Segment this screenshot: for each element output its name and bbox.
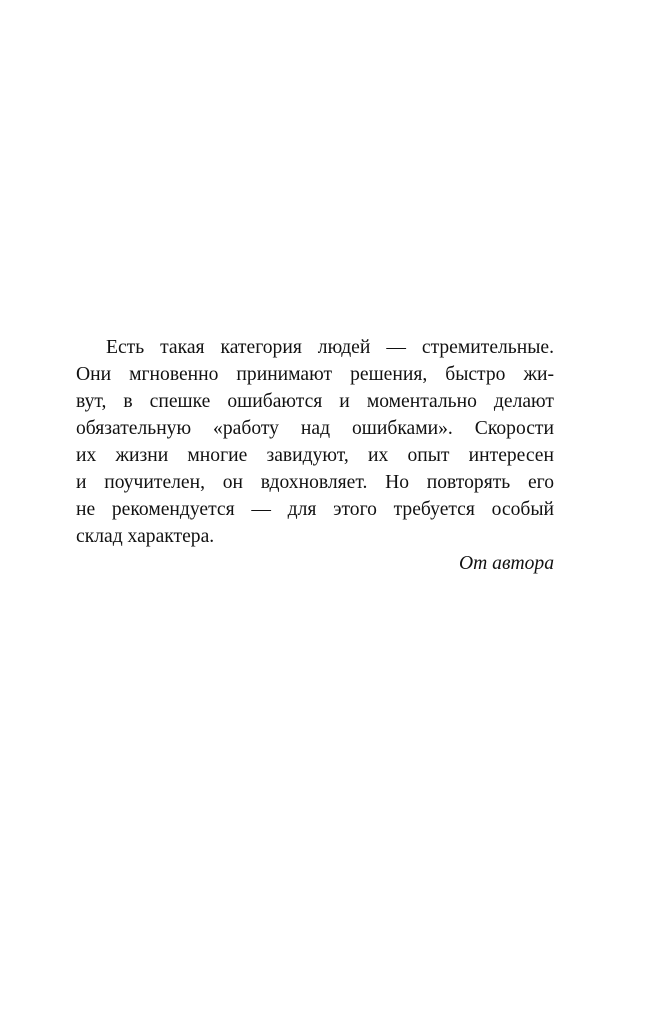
epigraph — [76, 334, 554, 577]
epigraph-line-5: их жизни многие завидуют, их опыт интересен — [76, 445, 554, 466]
epigraph-line-4: обязательную «работу над ошибками». Скорости — [76, 418, 554, 439]
epigraph-line-3: вут, в спешке ошибаются и моментально делают — [76, 391, 554, 412]
epigraph-line-1: Есть такая категория людей — стремительные. — [106, 337, 554, 358]
epigraph-line-8: склад характера. — [76, 526, 215, 547]
epigraph-attribution: От автора — [458, 553, 554, 574]
epigraph-line-6: и поучителен, он вдохновляет. Но повторять его — [76, 472, 554, 493]
epigraph-line-2: Они мгновенно принимают решения, быстро жи- — [76, 364, 554, 385]
epigraph-line-7: не рекомендуется — для этого требуется особый — [76, 499, 554, 520]
